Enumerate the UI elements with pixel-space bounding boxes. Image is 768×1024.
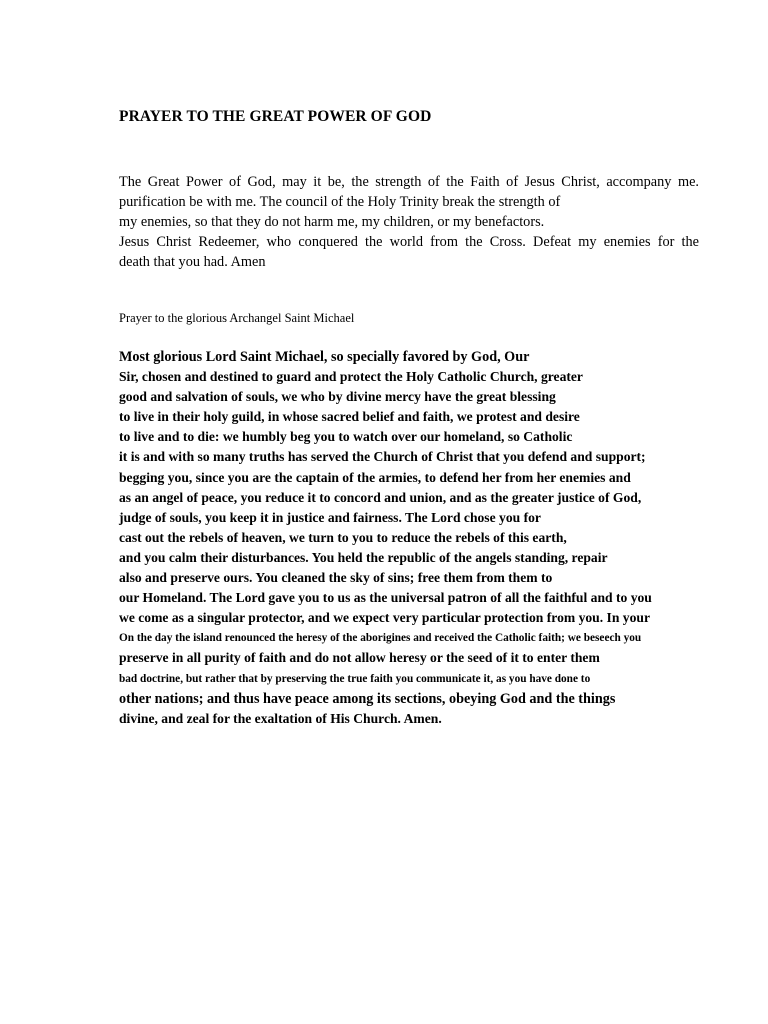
paragraph-line: purification be with me. The council of the Holy Trinity break the strength of <box>119 194 561 210</box>
paragraph-line: also and preserve ours. You cleaned the sky of sins; free them from them to <box>119 570 553 586</box>
paragraph-line: other nations; and thus have peace among its sections, obeying God and the things <box>119 690 616 707</box>
paragraph-line: begging you, since you are the captain of the armies, to defend her from her enemies and <box>119 469 631 485</box>
paragraph-line: our Homeland. The Lord gave you to us as the universal patron of all the faithful and to you <box>119 590 652 606</box>
paragraph-line: cast out the rebels of heaven, we turn to you to reduce the rebels of this earth, <box>119 529 567 545</box>
document-title: PRAYER TO THE GREAT POWER OF GOD <box>119 108 432 125</box>
paragraph-line: to live in their holy guild, in whose sacred belief and faith, we protest and desire <box>119 409 580 425</box>
paragraph-line: it is and with so many truths has served the Church of Christ that you defend and support; <box>119 449 646 465</box>
paragraph-line: to live and to die: we humbly beg you to watch over our homeland, so Catholic <box>119 429 573 445</box>
section-subtitle: Prayer to the glorious Archangel Saint Michael <box>119 311 355 325</box>
paragraph-line: as an angel of peace, you reduce it to concord and union, and as the greater justice of God, <box>119 489 642 505</box>
paragraph-line: we come as a singular protector, and we expect very particular protection from you. In your <box>119 610 650 626</box>
paragraph-line: On the day the island renounced the heresy of the aborigines and received the Catholic faith; we beseech you <box>119 632 642 645</box>
paragraph-line: Most glorious Lord Saint Michael, so specially favored by God, Our <box>119 349 530 365</box>
paragraph-line: divine, and zeal for the exaltation of His Church. Amen. <box>119 710 442 726</box>
paragraph-line: good and salvation of souls, we who by divine mercy have the great blessing <box>119 389 556 405</box>
paragraph-line: and you calm their disturbances. You held the republic of the angels standing, repair <box>119 549 608 565</box>
paragraph-line: bad doctrine, but rather that by preserving the true faith you communicate it, as you have done to <box>119 672 591 685</box>
paragraph-line: preserve in all purity of faith and do not allow heresy or the seed of it to enter them <box>119 650 600 666</box>
paragraph-line: Sir, chosen and destined to guard and protect the Holy Catholic Church, greater <box>119 369 583 385</box>
paragraph-line: my enemies, so that they do not harm me, my children, or my benefactors. <box>119 214 545 230</box>
paragraph-line: death that you had. Amen <box>119 254 266 270</box>
prayer-saint-michael-paragraph <box>119 347 727 729</box>
prayer-great-power-paragraph <box>119 172 699 272</box>
paragraph-line: judge of souls, you keep it in justice and fairness. The Lord chose you for <box>119 509 541 525</box>
paragraph-line: Jesus Christ Redeemer, who conquered the world from the Cross. Defeat my enemies for the <box>119 234 699 250</box>
paragraph-line: The Great Power of God, may it be, the strength of the Faith of Jesus Christ, accompany me. <box>119 174 699 190</box>
